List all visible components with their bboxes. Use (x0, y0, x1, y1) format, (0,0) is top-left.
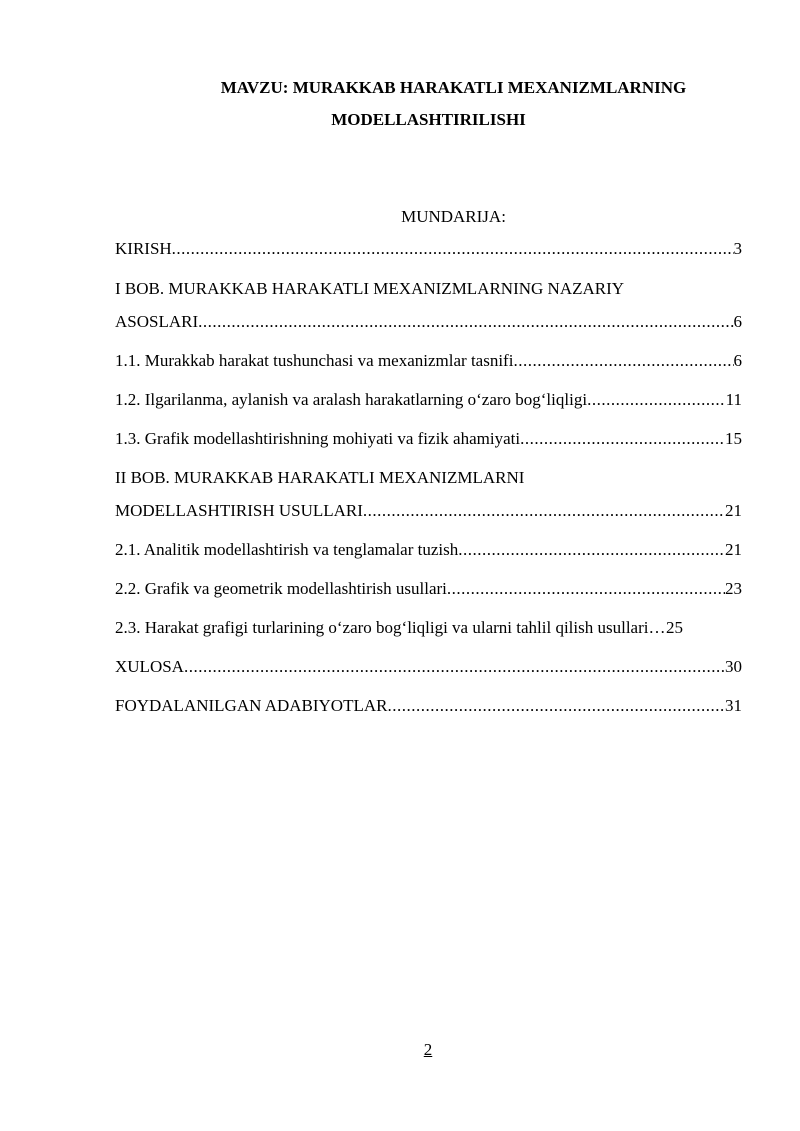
toc-entry (115, 578, 742, 600)
toc-dot-leader (648, 617, 666, 639)
page-number: 2 (423, 1040, 433, 1059)
toc-entry-page: 6 (733, 312, 742, 331)
toc-entry (115, 539, 742, 561)
toc-entry (115, 350, 742, 372)
toc-entry-page: 15 (725, 429, 742, 448)
toc-entry (115, 695, 742, 717)
toc-dot-leader (363, 500, 725, 522)
toc-entry-text-line1: I BOB. MURAKKAB HARAKATLI MEXANIZMLARNING NAZARIY (115, 279, 625, 298)
toc-entry-page: 31 (725, 696, 742, 715)
toc-entry-page: 11 (725, 390, 742, 409)
toc-dot-leader (458, 539, 725, 561)
toc-entry-text: XULOSA (115, 657, 184, 676)
toc-entry-text: ASOSLARI (115, 312, 199, 331)
toc-entry (115, 428, 742, 450)
toc-entry (115, 389, 742, 411)
toc-dot-leader (387, 695, 725, 717)
toc-entry (115, 656, 742, 678)
toc-entry-heading-line (115, 278, 742, 300)
document-title-line1: MAVZU: MURAKKAB HARAKATLI MEXANIZMLARNING (220, 78, 687, 97)
toc-entry-text: KIRISH (115, 239, 172, 258)
toc-entry-page: 21 (725, 501, 742, 520)
toc-entry (115, 617, 742, 639)
toc-entry-text: 1.1. Murakkab harakat tushunchasi va mexanizmlar tasnifi (115, 351, 514, 370)
toc-dot-leader (520, 428, 725, 450)
toc-entry (115, 238, 742, 260)
toc-dot-leader (587, 389, 726, 411)
toc-entry-text-line1: II BOB. MURAKKAB HARAKATLI MEXANIZMLARNI (115, 468, 525, 487)
toc-entry-page: 30 (725, 657, 742, 676)
toc-entry-text: MODELLASHTIRISH USULLARI (115, 501, 363, 520)
toc-entry-text: 1.2. Ilgarilanma, aylanish va aralash harakatlarning o‘zaro bog‘liqligi (115, 390, 588, 409)
toc-dot-leader (172, 238, 734, 260)
toc-entry-text: 2.1. Analitik modellashtirish va tenglamalar tuzish (115, 540, 459, 559)
document-title-line2: MODELLASHTIRILISHI (331, 110, 526, 129)
toc-dot-leader (198, 311, 733, 333)
toc-entry-page: 21 (725, 540, 742, 559)
toc-entry-text: 1.3. Grafik modellashtirishning mohiyati va fizik ahamiyati (115, 429, 521, 448)
toc-dot-leader (513, 350, 733, 372)
toc-heading: MUNDARIJA: (401, 207, 506, 226)
toc-entry (115, 311, 742, 333)
toc-entry-page: 25 (665, 618, 683, 637)
toc-entry-page: 23 (725, 579, 742, 598)
toc-dot-leader (447, 578, 725, 600)
toc-entry-page: 6 (733, 351, 742, 370)
toc-entry-text: 2.2. Grafik va geometrik modellashtirish usullari (115, 579, 447, 598)
toc-entry-text: 2.3. Harakat grafigi turlarining o‘zaro bog‘liqligi va ularni tahlil qilish usullari (115, 618, 649, 637)
toc-entry (115, 500, 742, 522)
toc-entry-page: 3 (733, 239, 742, 258)
toc-entry-text: FOYDALANILGAN ADABIYOTLAR (115, 696, 388, 715)
toc-dot-leader (184, 656, 725, 678)
toc-entry-heading-line (115, 467, 742, 489)
